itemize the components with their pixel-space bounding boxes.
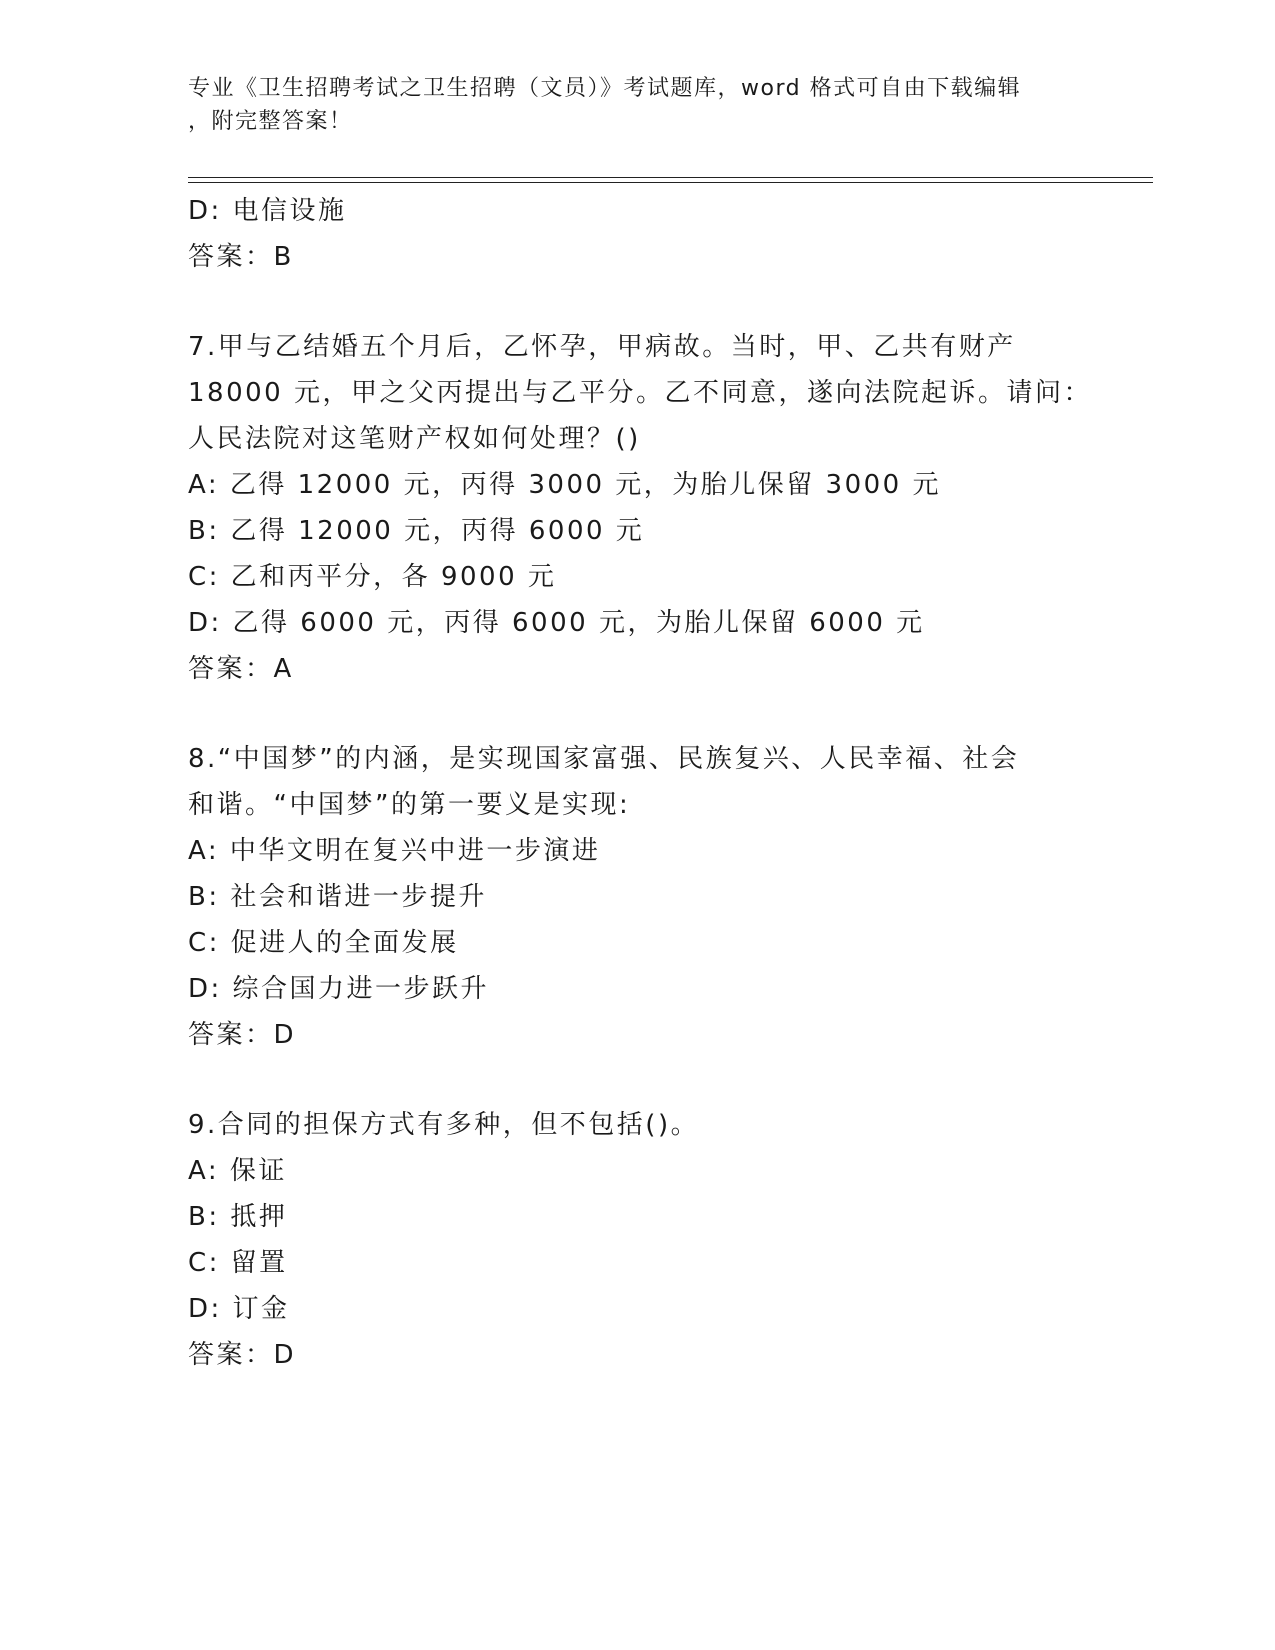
option-a: A: 中华文明在复兴中进一步演进	[188, 836, 601, 866]
option-d: D: 电信设施	[188, 196, 347, 226]
question-8	[188, 736, 1088, 1058]
option-a: A: 保证	[188, 1156, 287, 1186]
question-7	[188, 324, 1092, 692]
question-stem-line: 7.甲与乙结婚五个月后，乙怀孕，甲病故。当时，甲、乙共有财产	[188, 332, 1016, 362]
option-b: B: 抵押	[188, 1202, 288, 1232]
question-9	[188, 1102, 1088, 1378]
question-stem-line: 18000 元，甲之父丙提出与乙平分。乙不同意，遂向法院起诉。请问：	[188, 378, 1092, 408]
spacer	[188, 1058, 1088, 1102]
header-line-2: ，附完整答案！	[188, 109, 353, 134]
header-divider-bottom	[188, 182, 1153, 183]
option-d: D: 综合国力进一步跃升	[188, 974, 490, 1004]
option-b: B: 乙得 12000 元，丙得 6000 元	[188, 516, 645, 546]
question-stem-line: 人民法院对这笔财产权如何处理？()	[188, 424, 641, 454]
spacer	[188, 692, 1088, 736]
answer-line: 答案：A	[188, 654, 294, 684]
option-b: B: 社会和谐进一步提升	[188, 882, 487, 912]
document-header	[188, 72, 1068, 138]
option-d: D: 订金	[188, 1294, 290, 1324]
question-stem-line: 和谐。“中国梦”的第一要义是实现:	[188, 790, 631, 820]
question-stem-line: 8.“中国梦”的内涵，是实现国家富强、民族复兴、人民幸福、社会	[188, 744, 1020, 774]
option-c: C: 乙和丙平分，各 9000 元	[188, 562, 557, 592]
question-stem-line: 9.合同的担保方式有多种，但不包括()。	[188, 1110, 700, 1140]
previous-question-tail	[188, 188, 1088, 280]
option-c: C: 促进人的全面发展	[188, 928, 459, 958]
header-divider-top	[188, 177, 1153, 178]
option-c: C: 留置	[188, 1248, 288, 1278]
header-line-1: 专业《卫生招聘考试之卫生招聘（文员）》考试题库，word 格式可自由下载编辑	[188, 76, 1022, 101]
answer-line: 答案：B	[188, 242, 294, 272]
option-a: A: 乙得 12000 元，丙得 3000 元，为胎儿保留 3000 元	[188, 470, 941, 500]
spacer	[188, 280, 1088, 324]
question-list	[188, 188, 1092, 1378]
option-d: D: 乙得 6000 元，丙得 6000 元，为胎儿保留 6000 元	[188, 608, 925, 638]
answer-line: 答案：D	[188, 1340, 297, 1370]
answer-line: 答案：D	[188, 1020, 297, 1050]
